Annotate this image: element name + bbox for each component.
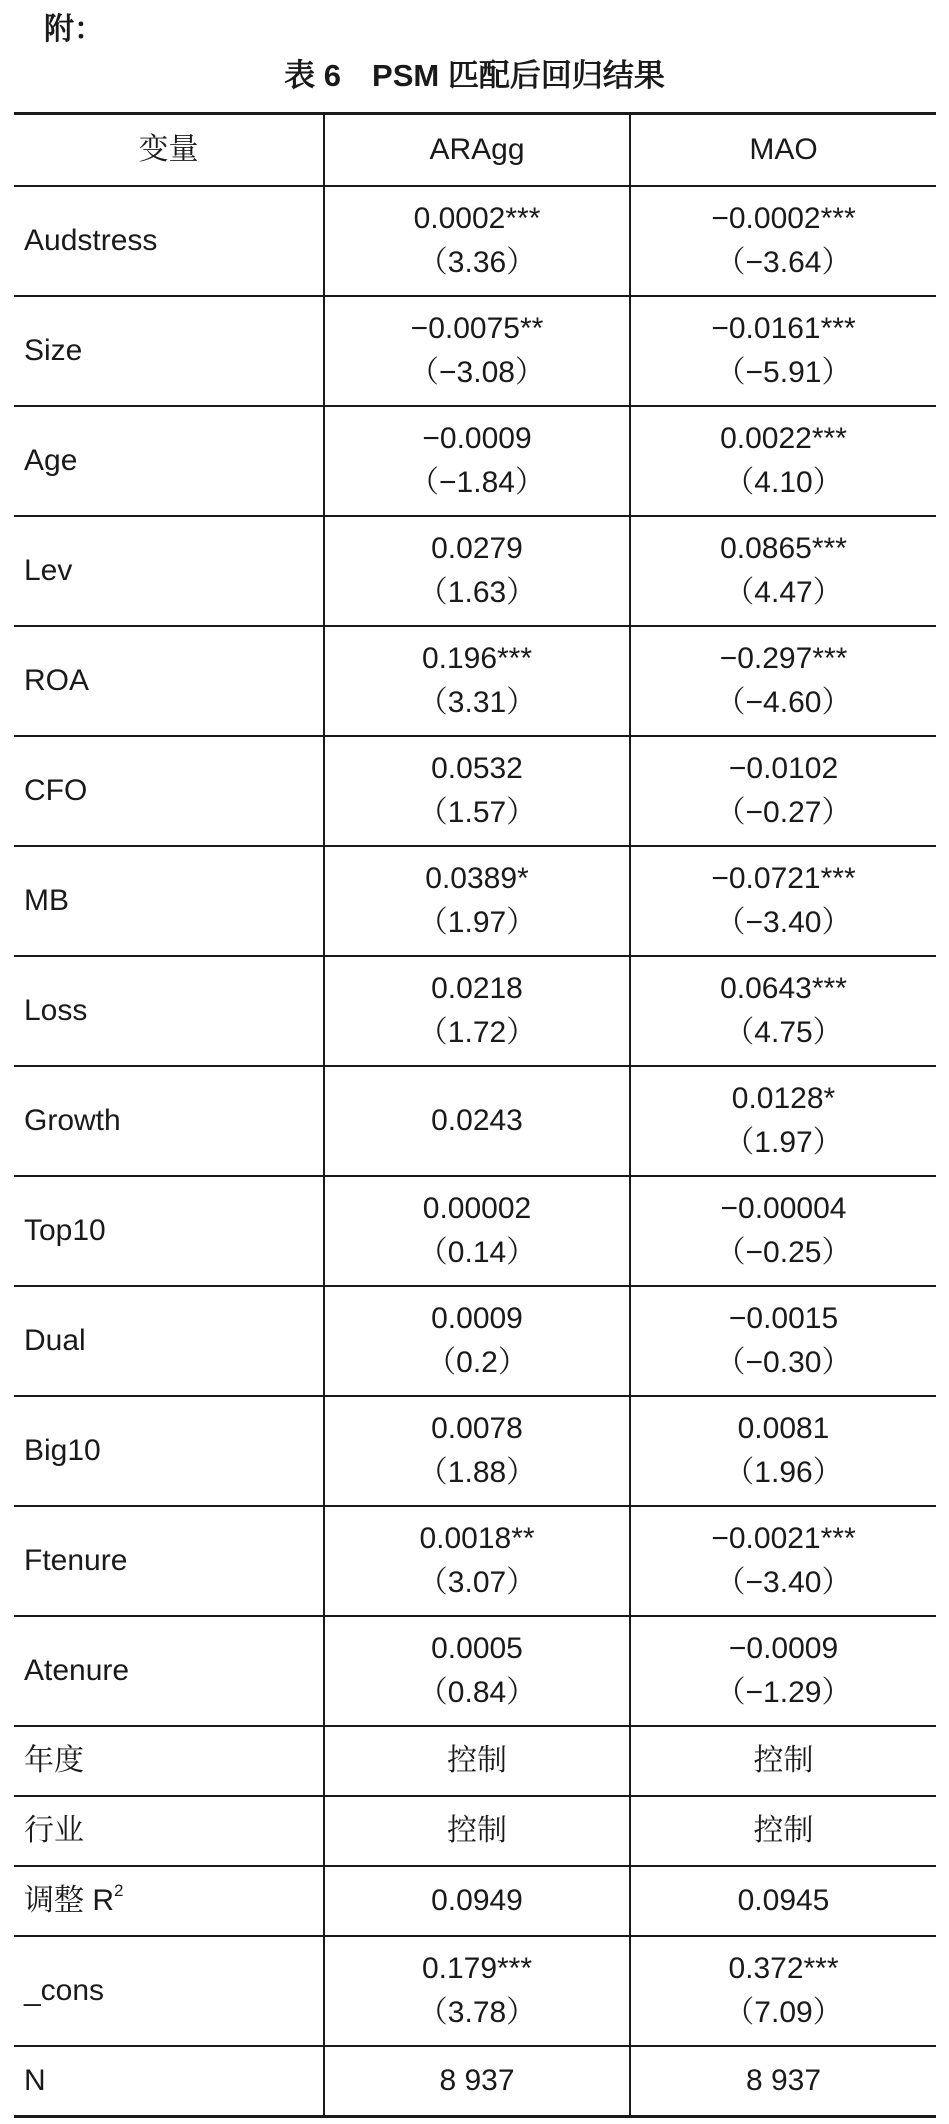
aragg-coef: 0.179*** [421, 1952, 533, 1985]
mao-cell [630, 1286, 936, 1396]
aragg-tstat: （−1.84） [409, 466, 545, 499]
mao-cell [630, 1396, 936, 1506]
mao-tstat: （−1.29） [715, 1676, 852, 1709]
mao-tstat: （−0.27） [715, 796, 852, 829]
observations-row [14, 2046, 936, 2117]
table-row [14, 1616, 936, 1726]
aragg-coef: 0.00002 [422, 1192, 532, 1225]
table-row [14, 1286, 936, 1396]
table-row [14, 406, 936, 516]
aragg-cell [324, 1616, 630, 1726]
regression-table [14, 112, 936, 2118]
mao-cell [630, 516, 936, 626]
aragg-tstat: （3.31） [417, 686, 537, 719]
aragg-cell [324, 406, 630, 516]
aragg-cell: 控制 [324, 1726, 630, 1796]
aragg-cell: 8 937 [324, 2046, 630, 2117]
industry-control-row [14, 1796, 936, 1866]
row-label: Top10 [14, 1176, 324, 1286]
mao-cell [630, 186, 936, 296]
r2-label: 调整 R [24, 1884, 114, 1917]
mao-coef: 0.0081 [737, 1412, 830, 1445]
mao-coef: −0.0161*** [711, 312, 856, 345]
mao-tstat: （1.97） [724, 1126, 843, 1159]
mao-coef: −0.0721*** [711, 862, 856, 895]
aragg-cell: 控制 [324, 1796, 630, 1866]
mao-cell [630, 1936, 936, 2046]
aragg-coef: 0.196*** [421, 642, 533, 675]
aragg-cell: 0.0949 [324, 1866, 630, 1936]
mao-tstat: （4.10） [724, 466, 843, 499]
row-label: N [14, 2046, 324, 2117]
aragg-tstat: （0.2） [426, 1346, 528, 1379]
row-label: Audstress [14, 186, 324, 296]
aragg-coef: 0.0389* [425, 862, 529, 895]
mao-cell [630, 736, 936, 846]
mao-cell [630, 956, 936, 1066]
row-label: Dual [14, 1286, 324, 1396]
mao-cell [630, 626, 936, 736]
mao-coef: −0.00004 [720, 1192, 847, 1225]
aragg-tstat: （−3.08） [409, 356, 545, 389]
header-aragg: ARAgg [324, 114, 630, 187]
table-row [14, 736, 936, 846]
aragg-tstat: （1.88） [417, 1456, 537, 1489]
mao-coef: −0.297*** [719, 642, 848, 675]
mao-tstat: （−5.91） [715, 356, 852, 389]
mao-cell [630, 1506, 936, 1616]
mao-tstat: （−4.60） [715, 686, 852, 719]
aragg-cell [324, 956, 630, 1066]
mao-cell [630, 846, 936, 956]
mao-tstat: （−3.40） [715, 1566, 852, 1599]
mao-tstat: （−3.64） [715, 246, 852, 279]
table-row [14, 846, 936, 956]
row-label: MB [14, 846, 324, 956]
aragg-cell [324, 626, 630, 736]
table-row [14, 516, 936, 626]
year-control-row [14, 1726, 936, 1796]
mao-cell: 8 937 [630, 2046, 936, 2117]
table-row [14, 296, 936, 406]
row-label: _cons [14, 1936, 324, 2046]
aragg-cell [324, 186, 630, 296]
mao-coef: 0.0022*** [720, 422, 847, 455]
aragg-coef: 0.0279 [431, 532, 523, 565]
aragg-tstat: （0.84） [417, 1676, 537, 1709]
aragg-coef: 0.0218 [431, 972, 523, 1005]
row-label [14, 1866, 324, 1936]
aragg-coef: −0.0009 [422, 422, 532, 455]
table-caption: 表 6 PSM 匹配后回归结果 [284, 58, 665, 93]
mao-coef: 0.0128* [731, 1082, 836, 1115]
mao-tstat: （4.47） [724, 576, 843, 609]
row-label: Loss [14, 956, 324, 1066]
aragg-coef: −0.0075** [410, 312, 544, 345]
aragg-tstat: （3.78） [417, 1996, 537, 2029]
mao-coef: 0.0865*** [720, 532, 847, 565]
aragg-tstat: （3.07） [417, 1566, 537, 1599]
aragg-cell [324, 296, 630, 406]
table-row [14, 186, 936, 296]
header-mao: MAO [630, 114, 936, 187]
aragg-coef: 0.0002*** [413, 202, 541, 235]
mao-cell: 0.0945 [630, 1866, 936, 1936]
aragg-tstat: （1.72） [417, 1016, 537, 1049]
aragg-coef: 0.0009 [431, 1302, 523, 1335]
table-row [14, 1396, 936, 1506]
aragg-cell [324, 1286, 630, 1396]
row-label: Size [14, 296, 324, 406]
aragg-tstat: （0.14） [417, 1236, 537, 1269]
constant-row [14, 1936, 936, 2046]
table-header-row [14, 114, 936, 187]
mao-coef: −0.0002*** [711, 202, 856, 235]
aragg-cell [324, 1396, 630, 1506]
mao-tstat: （−0.30） [715, 1346, 852, 1379]
table-row [14, 1066, 936, 1176]
row-label: Age [14, 406, 324, 516]
table-row [14, 1176, 936, 1286]
aragg-coef: 0.0243 [431, 1104, 523, 1137]
mao-coef: −0.0015 [728, 1302, 839, 1335]
row-label: CFO [14, 736, 324, 846]
mao-cell [630, 406, 936, 516]
aragg-tstat: （1.97） [417, 906, 537, 939]
adjusted-r2-row [14, 1866, 936, 1936]
table-body [14, 186, 936, 2117]
table-row [14, 956, 936, 1066]
aragg-tstat: （1.57） [417, 796, 537, 829]
mao-tstat: （7.09） [724, 1996, 843, 2029]
aragg-cell [324, 1066, 630, 1176]
table-row [14, 626, 936, 736]
row-label: ROA [14, 626, 324, 736]
header-variable: 变量 [14, 114, 324, 187]
mao-coef: −0.0009 [728, 1632, 839, 1665]
row-label: Growth [14, 1066, 324, 1176]
aragg-cell [324, 846, 630, 956]
mao-coef: −0.0021*** [711, 1522, 856, 1555]
aragg-coef: 0.0532 [431, 752, 523, 785]
aragg-coef: 0.0005 [431, 1632, 523, 1665]
mao-tstat: （−3.40） [715, 906, 852, 939]
aragg-cell [324, 736, 630, 846]
aragg-coef: 0.0078 [431, 1412, 523, 1445]
row-label: Lev [14, 516, 324, 626]
mao-coef: 0.0643*** [720, 972, 847, 1005]
mao-tstat: （4.75） [724, 1016, 843, 1049]
aragg-cell [324, 1176, 630, 1286]
row-label: Atenure [14, 1616, 324, 1726]
mao-coef: 0.372*** [728, 1952, 839, 1985]
mao-coef: −0.0102 [728, 752, 839, 785]
aragg-cell [324, 1506, 630, 1616]
mao-cell: 控制 [630, 1726, 936, 1796]
aragg-tstat: （1.63） [417, 576, 537, 609]
mao-cell: 控制 [630, 1796, 936, 1866]
mao-cell [630, 1066, 936, 1176]
row-label: 行业 [14, 1796, 324, 1866]
mao-cell [630, 296, 936, 406]
aragg-cell [324, 516, 630, 626]
aragg-coef: 0.0018** [419, 1522, 535, 1555]
mao-cell [630, 1176, 936, 1286]
appendix-label: 附： [44, 13, 104, 46]
r2-superscript: 2 [114, 1881, 124, 1900]
mao-tstat: （−0.25） [715, 1236, 852, 1269]
row-label: 年度 [14, 1726, 324, 1796]
mao-cell [630, 1616, 936, 1726]
row-label: Big10 [14, 1396, 324, 1506]
mao-tstat: （1.96） [724, 1456, 843, 1489]
table-row [14, 1506, 936, 1616]
aragg-tstat: （3.36） [417, 246, 537, 279]
row-label: Ftenure [14, 1506, 324, 1616]
aragg-cell [324, 1936, 630, 2046]
